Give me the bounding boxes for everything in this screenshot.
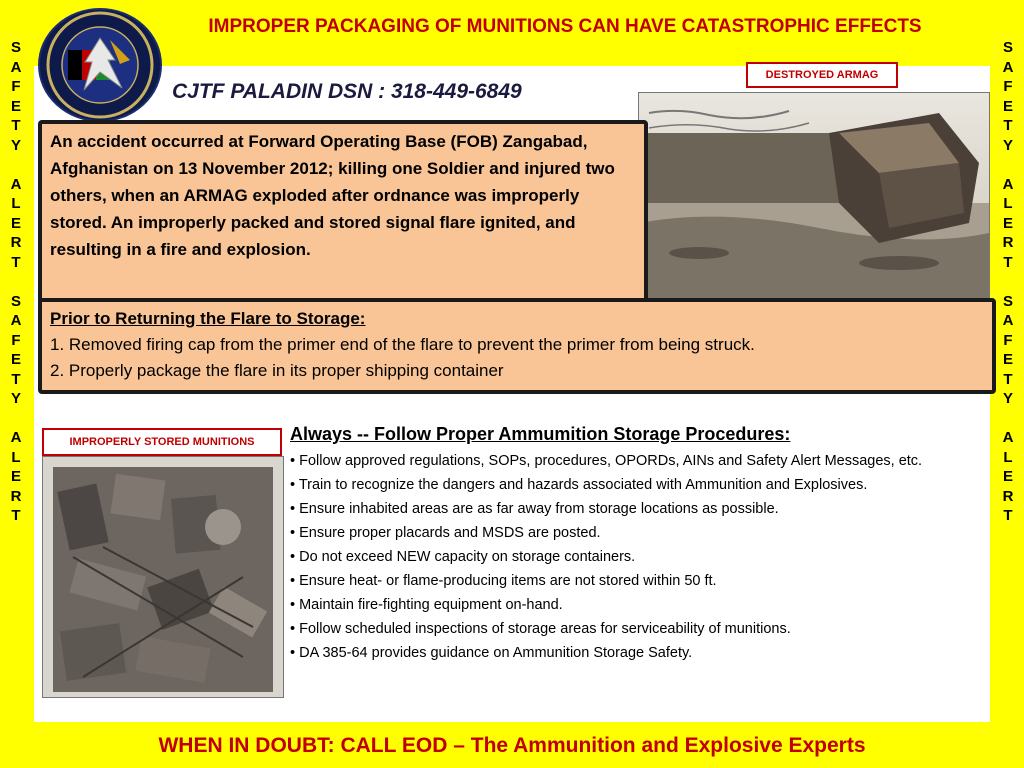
list-item: • Ensure proper placards and MSDS are posted. bbox=[290, 525, 601, 541]
procedures-list bbox=[290, 449, 970, 665]
side-banner-left: S A F E T Y A L E R T S A F E T Y A L E R T bbox=[10, 39, 22, 524]
contact-dsn: CJTF PALADIN DSN : 318-449-6849 bbox=[172, 80, 522, 103]
main-title: IMPROPER PACKAGING OF MUNITIONS CAN HAVE CATASTROPHIC EFFECTS bbox=[208, 16, 922, 37]
flare-step-1: 1. Removed firing cap from the primer end of the flare to prevent the primer from being struck. bbox=[50, 335, 755, 354]
flare-instructions-title: Prior to Returning the Flare to Storage: bbox=[50, 309, 366, 328]
list-item: • Maintain fire-fighting equipment on-hand. bbox=[290, 597, 563, 613]
side-banner-right: S A F E T Y A L E R T S A F E T Y A L E R T bbox=[1002, 39, 1014, 524]
list-item: • Ensure heat- or flame-producing items are not stored within 50 ft. bbox=[290, 573, 717, 589]
flare-step-2: 2. Properly package the flare in its proper shipping container bbox=[50, 361, 504, 380]
footer-message: WHEN IN DOUBT: CALL EOD – The Ammunition and Explosive Experts bbox=[158, 734, 866, 757]
destroyed-armag-caption: DESTROYED ARMAG bbox=[746, 62, 898, 88]
list-item: • Follow scheduled inspections of storage areas for serviceability of munitions. bbox=[290, 621, 791, 637]
task-force-seal-icon bbox=[38, 8, 162, 122]
accident-description: An accident occurred at Forward Operating Base (FOB) Zangabad, Afghanistan on 13 November 2012; killing one Soldier and injured two others, when an ARMAG exploded after ordnance was improperly stored. An improperly packed and stored signal flare ignited, and resulting in a fire and explosion. bbox=[38, 120, 648, 304]
list-item: • Train to recognize the dangers and hazards associated with Ammunition and Explosives. bbox=[290, 477, 868, 493]
flare-storage-instructions bbox=[38, 298, 996, 394]
improperly-stored-munitions-photo bbox=[42, 456, 284, 698]
destroyed-armag-photo bbox=[638, 92, 990, 300]
list-item: • Follow approved regulations, SOPs, procedures, OPORDs, AINs and Safety Alert Messages, etc. bbox=[290, 453, 923, 469]
list-item: • DA 385-64 provides guidance on Ammunition Storage Safety. bbox=[290, 645, 693, 661]
improperly-stored-caption: IMPROPERLY STORED MUNITIONS bbox=[42, 428, 282, 456]
storage-procedures bbox=[290, 424, 970, 665]
list-item: • Do not exceed NEW capacity on storage containers. bbox=[290, 549, 636, 565]
procedures-title: Always -- Follow Proper Ammumition Storage Procedures: bbox=[290, 424, 791, 444]
list-item: • Ensure inhabited areas are as far away from storage locations as possible. bbox=[290, 501, 779, 517]
